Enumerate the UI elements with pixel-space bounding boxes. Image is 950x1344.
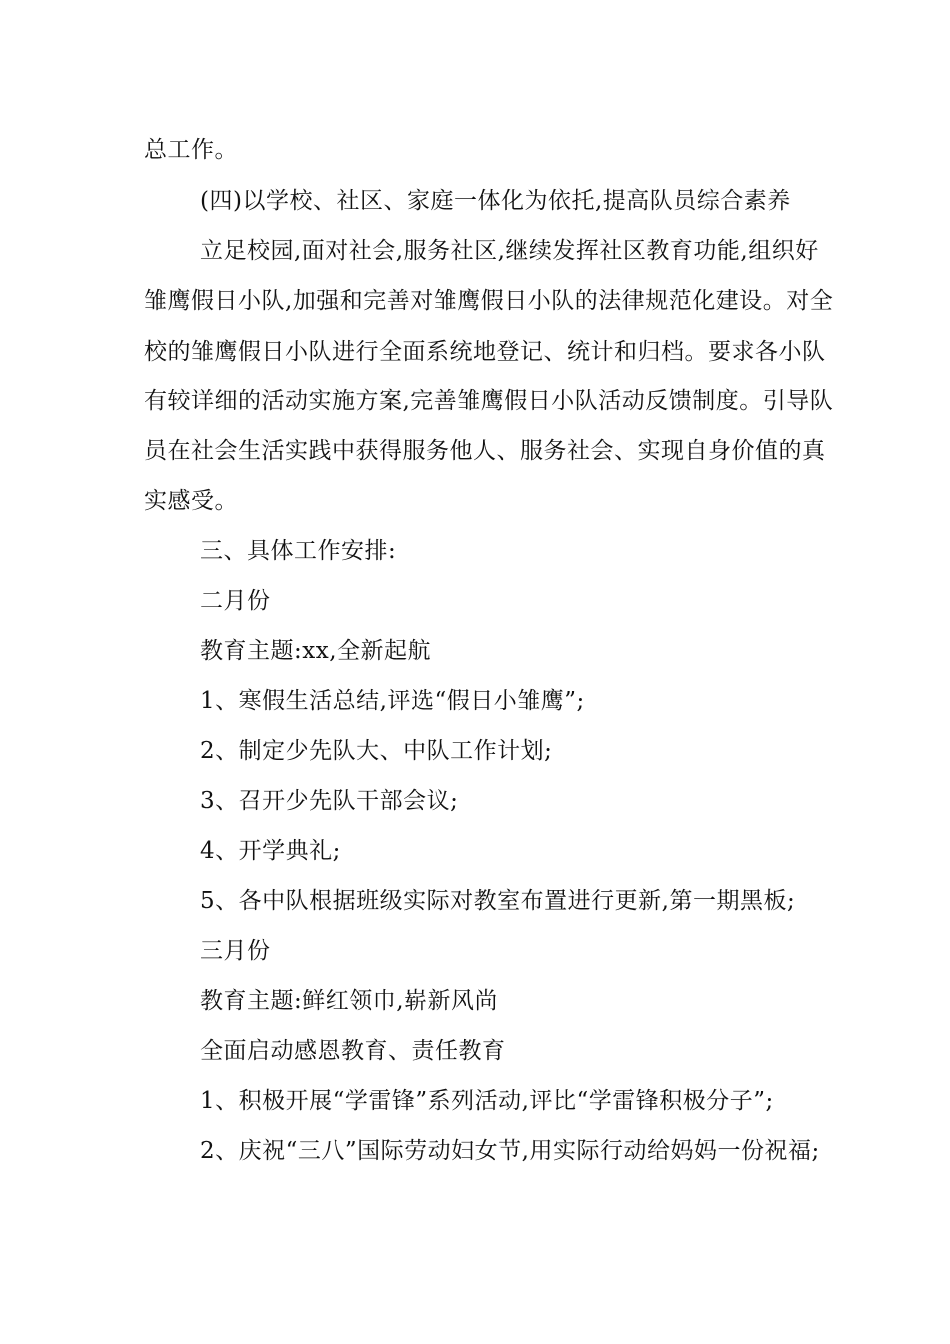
month-heading: 二月份 <box>200 588 271 614</box>
paragraph-line: 总工作。 <box>144 137 238 163</box>
section-heading: 三、具体工作安排: <box>200 538 397 564</box>
month-heading: 三月份 <box>200 938 271 964</box>
list-item: 2、制定少先队大、中队工作计划; <box>200 738 553 764</box>
paragraph-line: 校的雏鹰假日小队进行全面系统地登记、统计和归档。要求各小队 <box>144 339 826 365</box>
list-item: 2、庆祝“三八”国际劳动妇女节,用实际行动给妈妈一份祝福; <box>200 1138 820 1164</box>
list-item: 1、积极开展“学雷锋”系列活动,评比“学雷锋积极分子”; <box>200 1088 774 1114</box>
education-theme: 教育主题:鲜红领巾,崭新风尚 <box>200 988 499 1014</box>
paragraph-line: 员在社会生活实践中获得服务他人、服务社会、实现自身价值的真 <box>144 438 826 464</box>
list-item: 5、各中队根据班级实际对教室布置进行更新,第一期黑板; <box>200 888 796 914</box>
list-item: 1、寒假生活总结,评选“假日小雏鹰”; <box>200 688 585 714</box>
education-theme: 教育主题:xx,全新起航 <box>200 638 432 664</box>
section-heading: (四)以学校、社区、家庭一体化为依托,提高队员综合素养 <box>200 188 791 214</box>
list-item: 3、召开少先队干部会议; <box>200 788 459 814</box>
paragraph-line: 有较详细的活动实施方案,完善雏鹰假日小队活动反馈制度。引导队 <box>144 388 834 414</box>
paragraph-line: 实感受。 <box>144 488 238 514</box>
paragraph-line: 全面启动感恩教育、责任教育 <box>200 1038 506 1064</box>
list-item: 4、开学典礼; <box>200 838 341 864</box>
paragraph-line: 立足校园,面对社会,服务社区,继续发挥社区教育功能,组织好 <box>200 238 819 264</box>
paragraph-line: 雏鹰假日小队,加强和完善对雏鹰假日小队的法律规范化建设。对全 <box>144 288 834 314</box>
